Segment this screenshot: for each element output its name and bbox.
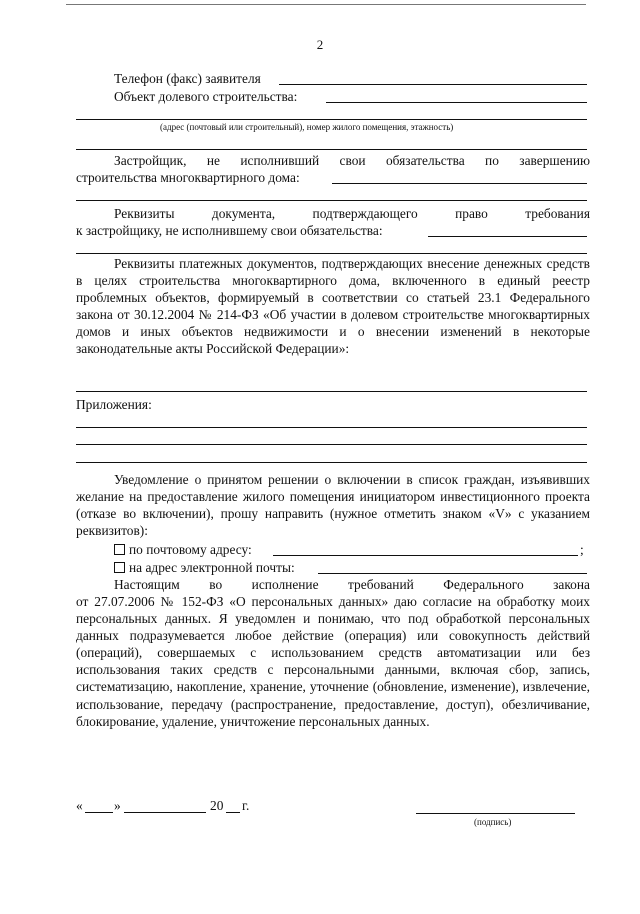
post-address-end: ; [580, 542, 584, 557]
option-email[interactable] [114, 559, 295, 576]
requisites-line-1: Реквизиты документа, подтверждающего право требования [114, 206, 590, 221]
requisites-field[interactable] [428, 236, 587, 237]
consent-paragraph: от 27.07.2006 № 152-ФЗ «О персональных данных» даю согласие на обработку моих персональных данных. Я уведомлен и понимаю, что под обработкой персональных данных подразумевается любое действие (операция) или совокупность действий (операций), совершаемых с использованием средств автоматизации или без использования таких средств с персональными данными, включая сбор, запись, систематизацию, накопление, хранение, уточнение (обновление, изменение), извлечение, использование, передачу (распространение, предоставление, доступ), обезличивание, блокирование, удаление, уничтожение персональных данных. [76, 594, 590, 729]
date-day-field[interactable] [85, 812, 113, 813]
date-year-prefix: 20 [210, 798, 224, 813]
page-number: 2 [316, 37, 324, 52]
attachments-line-3[interactable] [76, 462, 587, 463]
post-address-field[interactable] [273, 555, 578, 556]
date-close-quote: » [114, 798, 121, 813]
page-top-edge [66, 4, 586, 5]
signature-label: (подпись) [474, 817, 512, 827]
developer-line-2: строительства многоквартирного дома: [76, 170, 300, 185]
date-month-field[interactable] [124, 812, 206, 813]
attachments-line-2[interactable] [76, 444, 587, 445]
date-open-quote: « [76, 798, 83, 813]
email-field[interactable] [318, 573, 587, 574]
object-field-line-3[interactable] [76, 149, 587, 150]
option-post-label: по почтовому адресу: [129, 542, 252, 557]
attachments-line-1[interactable] [76, 427, 587, 428]
phone-field[interactable] [279, 84, 587, 85]
object-field-line-2[interactable] [76, 119, 587, 120]
requisites-field-line-2[interactable] [76, 253, 587, 254]
developer-line-1: Застройщик, не исполнивший свои обязательства по завершению [114, 153, 590, 168]
object-label: Объект долевого строительства: [114, 89, 298, 104]
consent-first-line: Настоящим во исполнение требований Федерального закона [114, 577, 590, 592]
notification-paragraph: Уведомление о принятом решении о включении в список граждан, изъявивших желание на предоставление жилого помещения инициатором инвестиционного проекта (отказе во включении), прошу направить (нужное отметить знаком «V» с указанием реквизитов): [76, 472, 590, 539]
email-checkbox[interactable] [114, 562, 125, 573]
payment-field[interactable] [76, 391, 587, 392]
signature-field[interactable] [416, 813, 575, 814]
address-hint: (адрес (почтовый или строительный), номер жилого помещения, этажность) [160, 122, 454, 132]
attachments-label: Приложения: [76, 397, 152, 412]
phone-label: Телефон (факс) заявителя [114, 71, 261, 86]
post-checkbox[interactable] [114, 544, 125, 555]
developer-field-line-2[interactable] [76, 200, 587, 201]
date-year-field[interactable] [226, 812, 240, 813]
payment-documents-paragraph: Реквизиты платежных документов, подтверждающих внесение денежных средств в целях строительства многоквартирного дома, включенного в единый реестр проблемных объектов, формируемый в соответствии со статьей 23.1 Федерального закона от 30.12.2004 № 214-ФЗ «Об участии в долевом строительстве многоквартирных домов и иных объектов недвижимости и о внесении изменений в некоторые законодательные акты Российской Федерации»: [76, 256, 590, 357]
object-field[interactable] [326, 102, 587, 103]
option-post[interactable] [114, 541, 252, 558]
developer-field[interactable] [332, 183, 587, 184]
requisites-line-2: к застройщику, не исполнившему свои обязательства: [76, 223, 383, 238]
date-year-suffix: г. [242, 798, 250, 813]
option-email-label: на адрес электронной почты: [129, 560, 295, 575]
